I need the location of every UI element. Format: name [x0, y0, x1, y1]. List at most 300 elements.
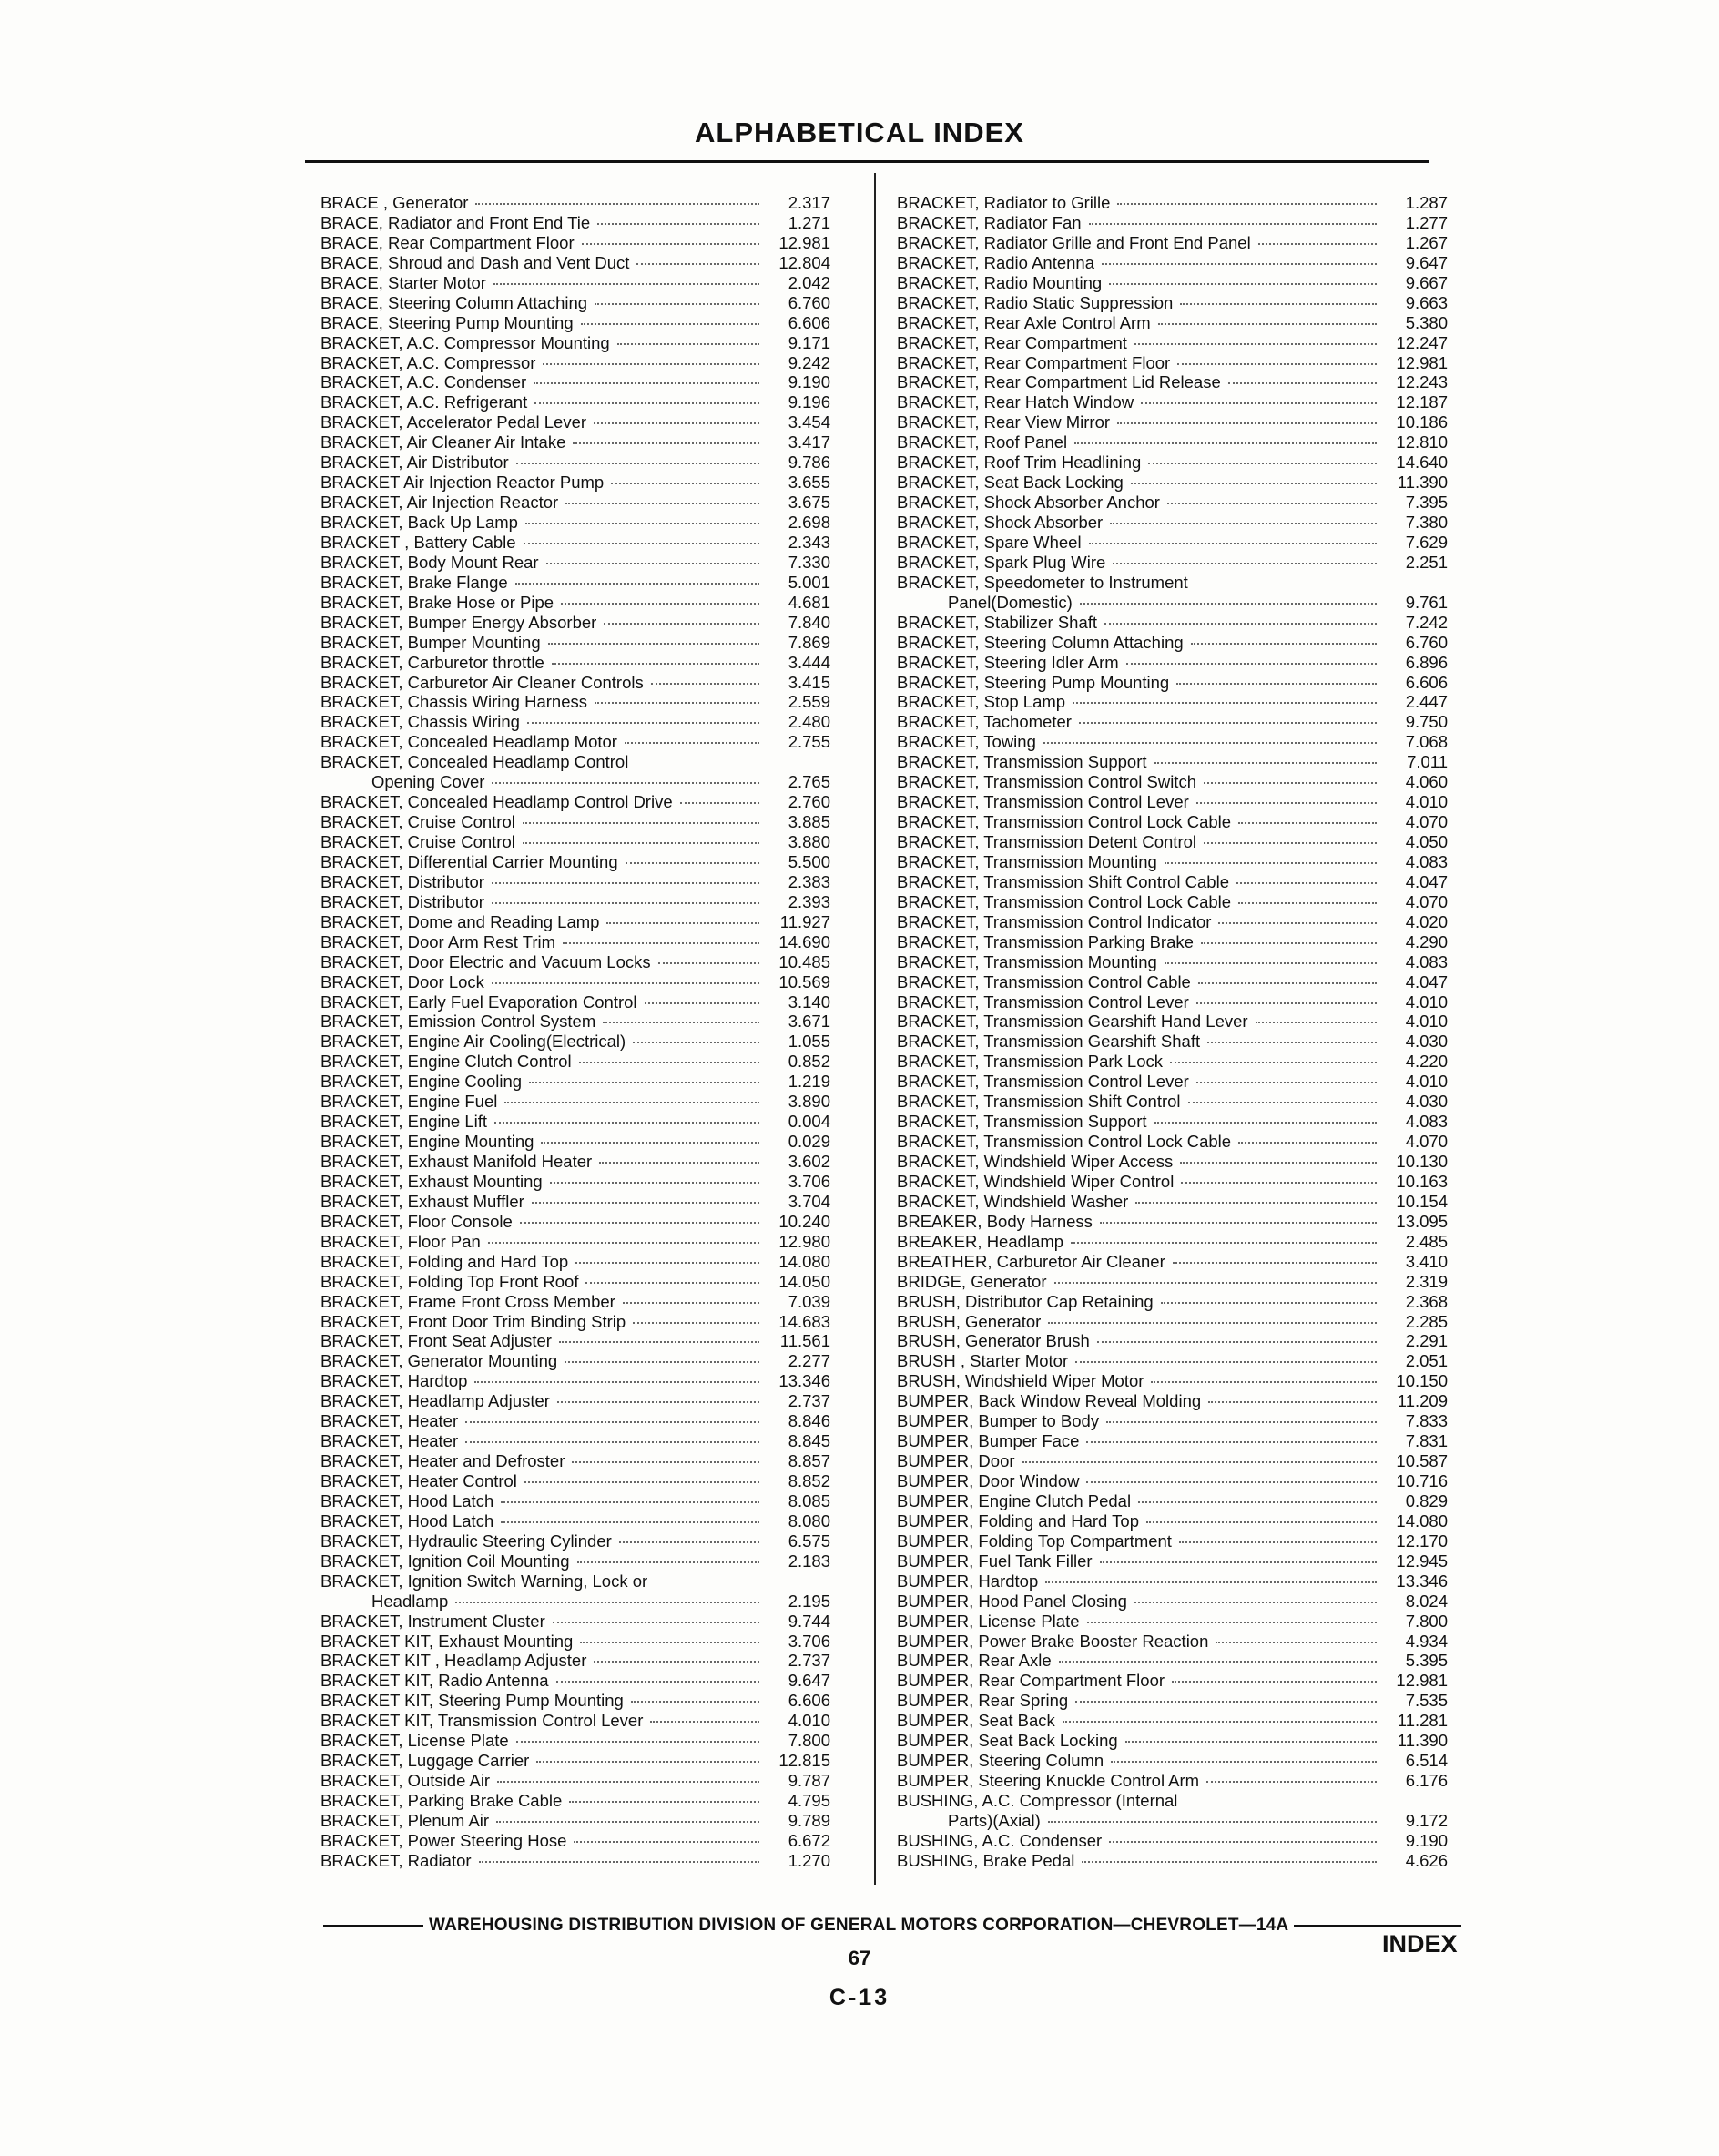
entry-page-ref: 4.070	[1405, 1132, 1448, 1152]
dot-leader	[1074, 442, 1377, 444]
index-entry	[897, 1851, 1448, 1871]
entry-name: BRACKET, Spare Wheel	[897, 532, 1082, 552]
entry-page-ref: 9.647	[788, 1671, 830, 1691]
index-entry	[320, 453, 830, 473]
entry-page-ref: 2.277	[788, 1351, 830, 1371]
dot-leader	[603, 1022, 759, 1023]
entry-page-ref: 12.981	[1396, 1671, 1448, 1691]
entry-page-ref: 14.050	[778, 1271, 830, 1291]
dot-leader	[1167, 503, 1377, 504]
entry-name: BRACKET, Radiator Fan	[897, 212, 1082, 232]
entry-page-ref: 4.795	[788, 1791, 830, 1810]
dot-leader	[1089, 543, 1377, 544]
entry-page-ref: 2.319	[1405, 1271, 1448, 1291]
entry-name: BUMPER, Hood Panel Closing	[897, 1591, 1127, 1611]
entry-name: BRACKET, Transmission Control Lock Cable	[897, 812, 1232, 832]
index-entry	[320, 752, 830, 772]
dot-leader	[574, 1841, 759, 1843]
dot-leader	[479, 1861, 759, 1863]
entry-name: Parts)(Axial)	[948, 1810, 1041, 1830]
entry-name: BRACE, Steering Pump Mounting	[320, 312, 574, 332]
entry-name: BRACKET, Heater	[320, 1411, 459, 1431]
index-entry	[320, 1431, 830, 1451]
index-entry	[320, 1551, 830, 1571]
entry-name: BRACKET, Front Door Trim Binding Strip	[320, 1311, 626, 1331]
entry-name: BRACKET KIT, Radio Antenna	[320, 1671, 549, 1691]
index-entry	[897, 453, 1448, 473]
index-entry	[897, 1411, 1448, 1431]
dot-leader	[1110, 523, 1377, 524]
dot-leader	[580, 1642, 759, 1643]
dot-leader	[501, 1521, 759, 1523]
index-entry	[320, 392, 830, 412]
entry-page-ref: 2.755	[788, 732, 830, 752]
dot-leader	[1097, 1341, 1377, 1343]
entry-page-ref: 3.890	[788, 1092, 830, 1112]
dot-leader	[650, 1721, 759, 1723]
dot-leader	[1208, 1401, 1377, 1403]
entry-name: BRACKET, Steering Pump Mounting	[897, 672, 1170, 692]
index-entry	[897, 213, 1448, 233]
index-entry	[320, 1511, 830, 1531]
entry-name: BRACKET, Transmission Gearshift Hand Lever	[897, 1012, 1248, 1032]
index-entry	[897, 372, 1448, 392]
entry-page-ref: 7.535	[1405, 1691, 1448, 1711]
entry-name: BRACKET, Windshield Washer	[897, 1191, 1129, 1211]
entry-page-ref: 4.050	[1405, 832, 1448, 851]
entry-name: BRACKET, Differential Carrier Mounting	[320, 851, 618, 871]
entry-page-ref: 9.647	[1405, 252, 1448, 272]
entry-page-ref: 10.240	[778, 1211, 830, 1231]
index-entry	[320, 1791, 830, 1811]
entry-name: BRACKET, Windshield Wiper Control	[897, 1171, 1175, 1191]
dot-leader	[595, 702, 759, 704]
entry-page-ref: 7.840	[788, 612, 830, 632]
index-entry	[320, 872, 830, 892]
entry-name: BRACKET, Heater	[320, 1431, 459, 1451]
dot-leader	[494, 1122, 759, 1124]
dot-leader	[1216, 1642, 1377, 1643]
index-entry	[320, 912, 830, 932]
entry-name: BRACKET, Transmission Control Indicator	[897, 911, 1212, 931]
entry-name: BRACKET, Transmission Control Lever	[897, 1072, 1189, 1092]
entry-name: BRACKET, Concealed Headlamp Control	[320, 752, 629, 772]
entry-page-ref: 5.500	[788, 851, 830, 871]
index-entry	[897, 1431, 1448, 1451]
index-entry	[897, 692, 1448, 712]
entry-name: BRACKET, Radio Mounting	[897, 272, 1103, 292]
dot-leader	[1109, 1841, 1377, 1843]
entry-page-ref: 7.039	[788, 1291, 830, 1311]
dot-leader	[1082, 1861, 1377, 1863]
dot-leader	[1173, 1262, 1377, 1264]
dot-leader	[625, 742, 759, 744]
footer-index-label: INDEX	[1382, 1930, 1458, 1958]
entry-page-ref: 2.291	[1405, 1331, 1448, 1351]
left-index-column	[320, 193, 830, 1871]
entry-page-ref: 4.047	[1405, 871, 1448, 891]
dot-leader	[1196, 1082, 1377, 1083]
index-entry	[897, 1651, 1448, 1671]
entry-name: BRACKET, Air Cleaner Air Intake	[320, 432, 566, 453]
index-entry	[320, 952, 830, 972]
dot-leader	[550, 1182, 759, 1184]
entry-page-ref: 1.271	[788, 212, 830, 232]
dot-leader	[546, 563, 759, 564]
entry-page-ref: 1.277	[1405, 212, 1448, 232]
index-entry	[320, 372, 830, 392]
dot-leader	[1075, 1701, 1377, 1703]
dot-leader	[1238, 822, 1377, 824]
entry-name: BUMPER, Back Window Reveal Molding	[897, 1391, 1202, 1411]
dot-leader	[1191, 643, 1377, 645]
dot-leader	[516, 1741, 759, 1743]
index-entry	[897, 1471, 1448, 1491]
entry-page-ref: 3.140	[788, 992, 830, 1012]
entry-page-ref: 3.454	[788, 412, 830, 432]
title-rule	[305, 160, 1429, 163]
index-entry	[897, 1571, 1448, 1592]
index-entry	[897, 593, 1448, 613]
entry-name: BUMPER, Steering Knuckle Control Arm	[897, 1771, 1200, 1791]
entry-page-ref: 3.885	[788, 812, 830, 832]
entry-name: BRACKET, Engine Clutch Control	[320, 1052, 572, 1072]
entry-name: BRACKET, Folding Top Front Roof	[320, 1271, 579, 1291]
index-entry	[897, 1331, 1448, 1351]
dot-leader	[1054, 1282, 1377, 1284]
dot-leader	[1196, 802, 1377, 804]
dot-leader	[488, 1242, 759, 1244]
dot-leader	[581, 323, 759, 325]
entry-page-ref: 12.247	[1396, 332, 1448, 352]
entry-name: BRUSH, Generator	[897, 1311, 1042, 1331]
entry-page-ref: 9.787	[788, 1771, 830, 1791]
entry-page-ref: 10.154	[1396, 1191, 1448, 1211]
entry-page-ref: 0.852	[788, 1052, 830, 1072]
dot-leader	[577, 1561, 759, 1563]
entry-page-ref: 7.869	[788, 632, 830, 652]
entry-page-ref: 10.150	[1396, 1371, 1448, 1391]
dot-leader	[1218, 922, 1377, 924]
entry-page-ref: 7.330	[788, 552, 830, 572]
entry-name: BRACKET, Door Electric and Vacuum Locks	[320, 951, 651, 971]
entry-name: BRUSH, Windshield Wiper Motor	[897, 1371, 1144, 1391]
entry-name: BRACKET, Transmission Parking Brake	[897, 931, 1194, 951]
dot-leader	[1080, 603, 1377, 605]
index-entry	[897, 353, 1448, 373]
dot-leader	[556, 1681, 759, 1683]
entry-page-ref: 14.683	[778, 1311, 830, 1331]
dot-leader	[1100, 1222, 1377, 1224]
index-entry	[320, 333, 830, 353]
dot-leader	[1206, 1781, 1377, 1783]
entry-name: BRACKET, Rear Hatch Window	[897, 392, 1134, 412]
entry-name: BRACKET, Transmission Mounting	[897, 951, 1157, 971]
dot-leader	[1048, 1821, 1377, 1823]
index-entry	[320, 1331, 830, 1351]
dot-leader	[493, 283, 759, 285]
entry-page-ref: 10.485	[778, 951, 830, 971]
entry-page-ref: 4.220	[1405, 1052, 1448, 1072]
entry-page-ref: 2.737	[788, 1391, 830, 1411]
entry-name: BRACKET, Radiator Grille and Front End Panel	[897, 232, 1251, 252]
entry-name: BRACKET, Instrument Cluster	[320, 1611, 545, 1631]
index-entry	[897, 1531, 1448, 1551]
index-entry	[320, 253, 830, 273]
dot-leader	[1086, 1481, 1377, 1483]
index-entry	[320, 1232, 830, 1252]
index-entry	[897, 1232, 1448, 1252]
dot-leader	[1176, 683, 1377, 685]
entry-page-ref: 7.380	[1405, 513, 1448, 532]
dot-leader	[1172, 1681, 1377, 1683]
dot-leader	[1043, 742, 1377, 744]
index-entry	[897, 752, 1448, 772]
index-entry	[320, 273, 830, 293]
entry-name: BRACKET, Hood Latch	[320, 1490, 494, 1510]
entry-name: BRACKET, Speedometer to Instrument	[897, 572, 1188, 592]
entry-page-ref: 2.051	[1405, 1351, 1448, 1371]
entry-name: BRACKET, Ignition Switch Warning, Lock or	[320, 1571, 648, 1591]
index-entry	[320, 1312, 830, 1332]
entry-name: BRACKET, Radio Static Suppression	[897, 292, 1174, 312]
entry-name: BUMPER, Folding Top Compartment	[897, 1531, 1172, 1551]
entry-name: BRACKET, Generator Mounting	[320, 1351, 558, 1371]
entry-page-ref: 3.410	[1405, 1251, 1448, 1271]
entry-page-ref: 7.068	[1405, 732, 1448, 752]
index-entry	[897, 1551, 1448, 1571]
index-entry	[897, 1052, 1448, 1072]
entry-page-ref: 7.242	[1405, 612, 1448, 632]
entry-page-ref: 8.024	[1405, 1591, 1448, 1611]
entry-name: BRUSH, Generator Brush	[897, 1331, 1090, 1351]
index-entry	[897, 1172, 1448, 1192]
entry-page-ref: 6.575	[788, 1531, 830, 1551]
dot-leader	[1201, 942, 1377, 944]
entry-page-ref: 1.270	[788, 1850, 830, 1870]
dot-leader	[1138, 1501, 1377, 1503]
section-number: C-13	[829, 1985, 890, 2010]
entry-page-ref: 12.243	[1396, 372, 1448, 392]
entry-page-ref: 2.251	[1405, 552, 1448, 572]
entry-page-ref: 2.447	[1405, 692, 1448, 712]
dot-leader	[1154, 762, 1377, 764]
entry-page-ref: 6.606	[788, 1691, 830, 1711]
entry-page-ref: 9.171	[788, 332, 830, 352]
index-entry	[897, 1691, 1448, 1711]
dot-leader	[1071, 1242, 1377, 1244]
entry-name: BRACKET, Cruise Control	[320, 832, 515, 851]
dot-leader	[1073, 702, 1377, 704]
index-entry	[320, 653, 830, 673]
dot-leader	[561, 603, 759, 605]
index-entry	[320, 412, 830, 432]
entry-page-ref: 13.346	[1396, 1571, 1448, 1591]
entry-name: BRACKET, Power Steering Hose	[320, 1830, 567, 1850]
index-entry	[320, 1571, 830, 1592]
entry-page-ref: 9.667	[1405, 272, 1448, 292]
dot-leader	[524, 1481, 759, 1483]
dot-leader	[563, 942, 759, 944]
entry-page-ref: 0.829	[1405, 1490, 1448, 1510]
dot-leader	[1181, 1182, 1377, 1184]
dot-leader	[631, 1701, 759, 1703]
index-entry	[897, 313, 1448, 333]
index-entry	[320, 692, 830, 712]
index-entry	[897, 992, 1448, 1012]
index-entry	[320, 473, 830, 493]
dot-leader	[474, 1381, 759, 1383]
entry-page-ref: 4.681	[788, 592, 830, 612]
entry-page-ref: 11.927	[779, 911, 830, 931]
index-entry	[320, 1012, 830, 1032]
dot-leader	[565, 503, 759, 504]
entry-name: BRACKET, Transmission Control Lock Cable	[897, 891, 1232, 911]
entry-page-ref: 2.393	[788, 891, 830, 911]
entry-page-ref: 2.485	[1405, 1231, 1448, 1251]
entry-name: BRACKET, Heater and Defroster	[320, 1451, 565, 1471]
entry-page-ref: 4.060	[1405, 772, 1448, 792]
entry-name: BUMPER, Rear Spring	[897, 1691, 1069, 1711]
entry-page-ref: 4.083	[1405, 1112, 1448, 1132]
entry-name: BRACKET , Battery Cable	[320, 532, 516, 552]
index-entry	[897, 1711, 1448, 1731]
dot-leader	[523, 822, 759, 824]
dot-leader	[1131, 483, 1377, 484]
entry-name: BRACKET, Hardtop	[320, 1371, 468, 1391]
dot-leader	[1154, 1122, 1377, 1124]
entry-page-ref: 2.698	[788, 513, 830, 532]
entry-name: BRACKET, Stop Lamp	[897, 692, 1066, 712]
entry-page-ref: 2.042	[788, 272, 830, 292]
dot-leader	[1256, 1022, 1377, 1023]
index-entry	[320, 1292, 830, 1312]
entry-name: Opening Cover	[371, 772, 485, 792]
entry-page-ref: 10.130	[1396, 1152, 1448, 1171]
entry-name: BRACKET, Folding and Hard Top	[320, 1251, 569, 1271]
dot-leader	[579, 1062, 759, 1063]
dot-leader	[504, 1102, 759, 1103]
index-entry	[897, 1771, 1448, 1791]
entry-page-ref: 9.761	[1405, 592, 1448, 612]
index-entry	[897, 772, 1448, 792]
index-entry	[897, 1751, 1448, 1771]
entry-page-ref: 9.750	[1405, 712, 1448, 732]
dot-leader	[1196, 1002, 1377, 1004]
entry-page-ref: 14.640	[1396, 453, 1448, 473]
entry-page-ref: 0.004	[788, 1112, 830, 1132]
index-entry	[320, 1751, 830, 1771]
entry-page-ref: 3.602	[788, 1152, 830, 1171]
entry-page-ref: 7.629	[1405, 532, 1448, 552]
entry-page-ref: 1.287	[1405, 193, 1448, 212]
entry-page-ref: 9.786	[788, 453, 830, 473]
entry-page-ref: 14.080	[778, 1251, 830, 1271]
index-entry	[320, 1092, 830, 1112]
entry-page-ref: 2.195	[788, 1591, 830, 1611]
entry-page-ref: 4.010	[1405, 992, 1448, 1012]
index-entry	[897, 792, 1448, 812]
entry-page-ref: 7.800	[788, 1731, 830, 1751]
dot-leader	[525, 523, 759, 524]
dot-leader	[1087, 1622, 1377, 1623]
entry-name: BRUSH , Starter Motor	[897, 1351, 1069, 1371]
dot-leader	[534, 382, 759, 384]
dot-leader	[496, 1821, 759, 1823]
entry-page-ref: 11.281	[1397, 1711, 1448, 1731]
dot-leader	[1125, 1741, 1377, 1743]
entry-page-ref: 11.561	[779, 1331, 830, 1351]
entry-page-ref: 14.690	[778, 931, 830, 951]
index-entry	[897, 1351, 1448, 1371]
entry-page-ref: 9.190	[1405, 1830, 1448, 1850]
dot-leader	[1135, 1202, 1377, 1204]
dot-leader	[1134, 1602, 1377, 1603]
index-entry	[897, 1612, 1448, 1632]
index-entry	[897, 1811, 1448, 1831]
index-entry	[320, 1592, 830, 1612]
index-entry	[320, 1671, 830, 1691]
entry-page-ref: 9.789	[788, 1810, 830, 1830]
entry-name: BRACKET, Transmission Shift Control	[897, 1092, 1181, 1112]
entry-name: BRACKET, Door Arm Rest Trim	[320, 931, 556, 951]
dot-leader	[595, 303, 759, 305]
entry-name: BRACKET, Body Mount Rear	[320, 552, 539, 572]
entry-name: BRACKET, Chassis Wiring	[320, 712, 520, 732]
index-entry	[320, 493, 830, 513]
index-entry	[897, 972, 1448, 992]
entry-page-ref: 12.980	[778, 1231, 830, 1251]
footer	[323, 1916, 1461, 1936]
index-entry	[897, 253, 1448, 273]
entry-name: BUMPER, Bumper to Body	[897, 1411, 1100, 1431]
entry-name: BRACKET, Transmission Gearshift Shaft	[897, 1032, 1201, 1052]
index-entry	[320, 633, 830, 653]
entry-page-ref: 3.417	[788, 432, 830, 453]
entry-page-ref: 4.030	[1405, 1092, 1448, 1112]
entry-name: BRACKET, Exhaust Mounting	[320, 1171, 543, 1191]
entry-name: BRACKET, Transmission Control Lock Cable	[897, 1132, 1232, 1152]
dot-leader	[559, 1341, 759, 1343]
entry-name: BRACKET, Engine Cooling	[320, 1072, 523, 1092]
entry-name: BUMPER, Hardtop	[897, 1571, 1039, 1591]
index-entry	[320, 1491, 830, 1511]
dot-leader	[645, 1002, 759, 1004]
entry-name: BRACKET, Plenum Air	[320, 1810, 490, 1830]
entry-page-ref: 2.760	[788, 792, 830, 812]
entry-page-ref: 3.444	[788, 652, 830, 672]
entry-name: BRACKET, Transmission Detent Control	[897, 832, 1197, 851]
entry-page-ref: 5.001	[788, 572, 830, 592]
index-entry	[320, 1112, 830, 1132]
dot-leader	[658, 962, 759, 964]
index-entry	[897, 293, 1448, 313]
entry-page-ref: 2.368	[1405, 1291, 1448, 1311]
entry-name: BRACKET, Radiator to Grille	[897, 193, 1111, 212]
dot-leader	[1111, 1761, 1377, 1763]
index-entry	[897, 1371, 1448, 1391]
dot-leader	[611, 483, 759, 484]
index-entry	[320, 1391, 830, 1411]
index-entry	[897, 832, 1448, 852]
index-entry	[897, 1132, 1448, 1152]
dot-leader	[516, 463, 759, 464]
index-entry	[897, 952, 1448, 972]
entry-name: BRACKET, Parking Brake Cable	[320, 1791, 563, 1810]
entry-name: BRACKET, A.C. Refrigerant	[320, 392, 528, 412]
entry-name: BRACKET, Carburetor Air Cleaner Controls	[320, 672, 644, 692]
index-entry	[320, 972, 830, 992]
